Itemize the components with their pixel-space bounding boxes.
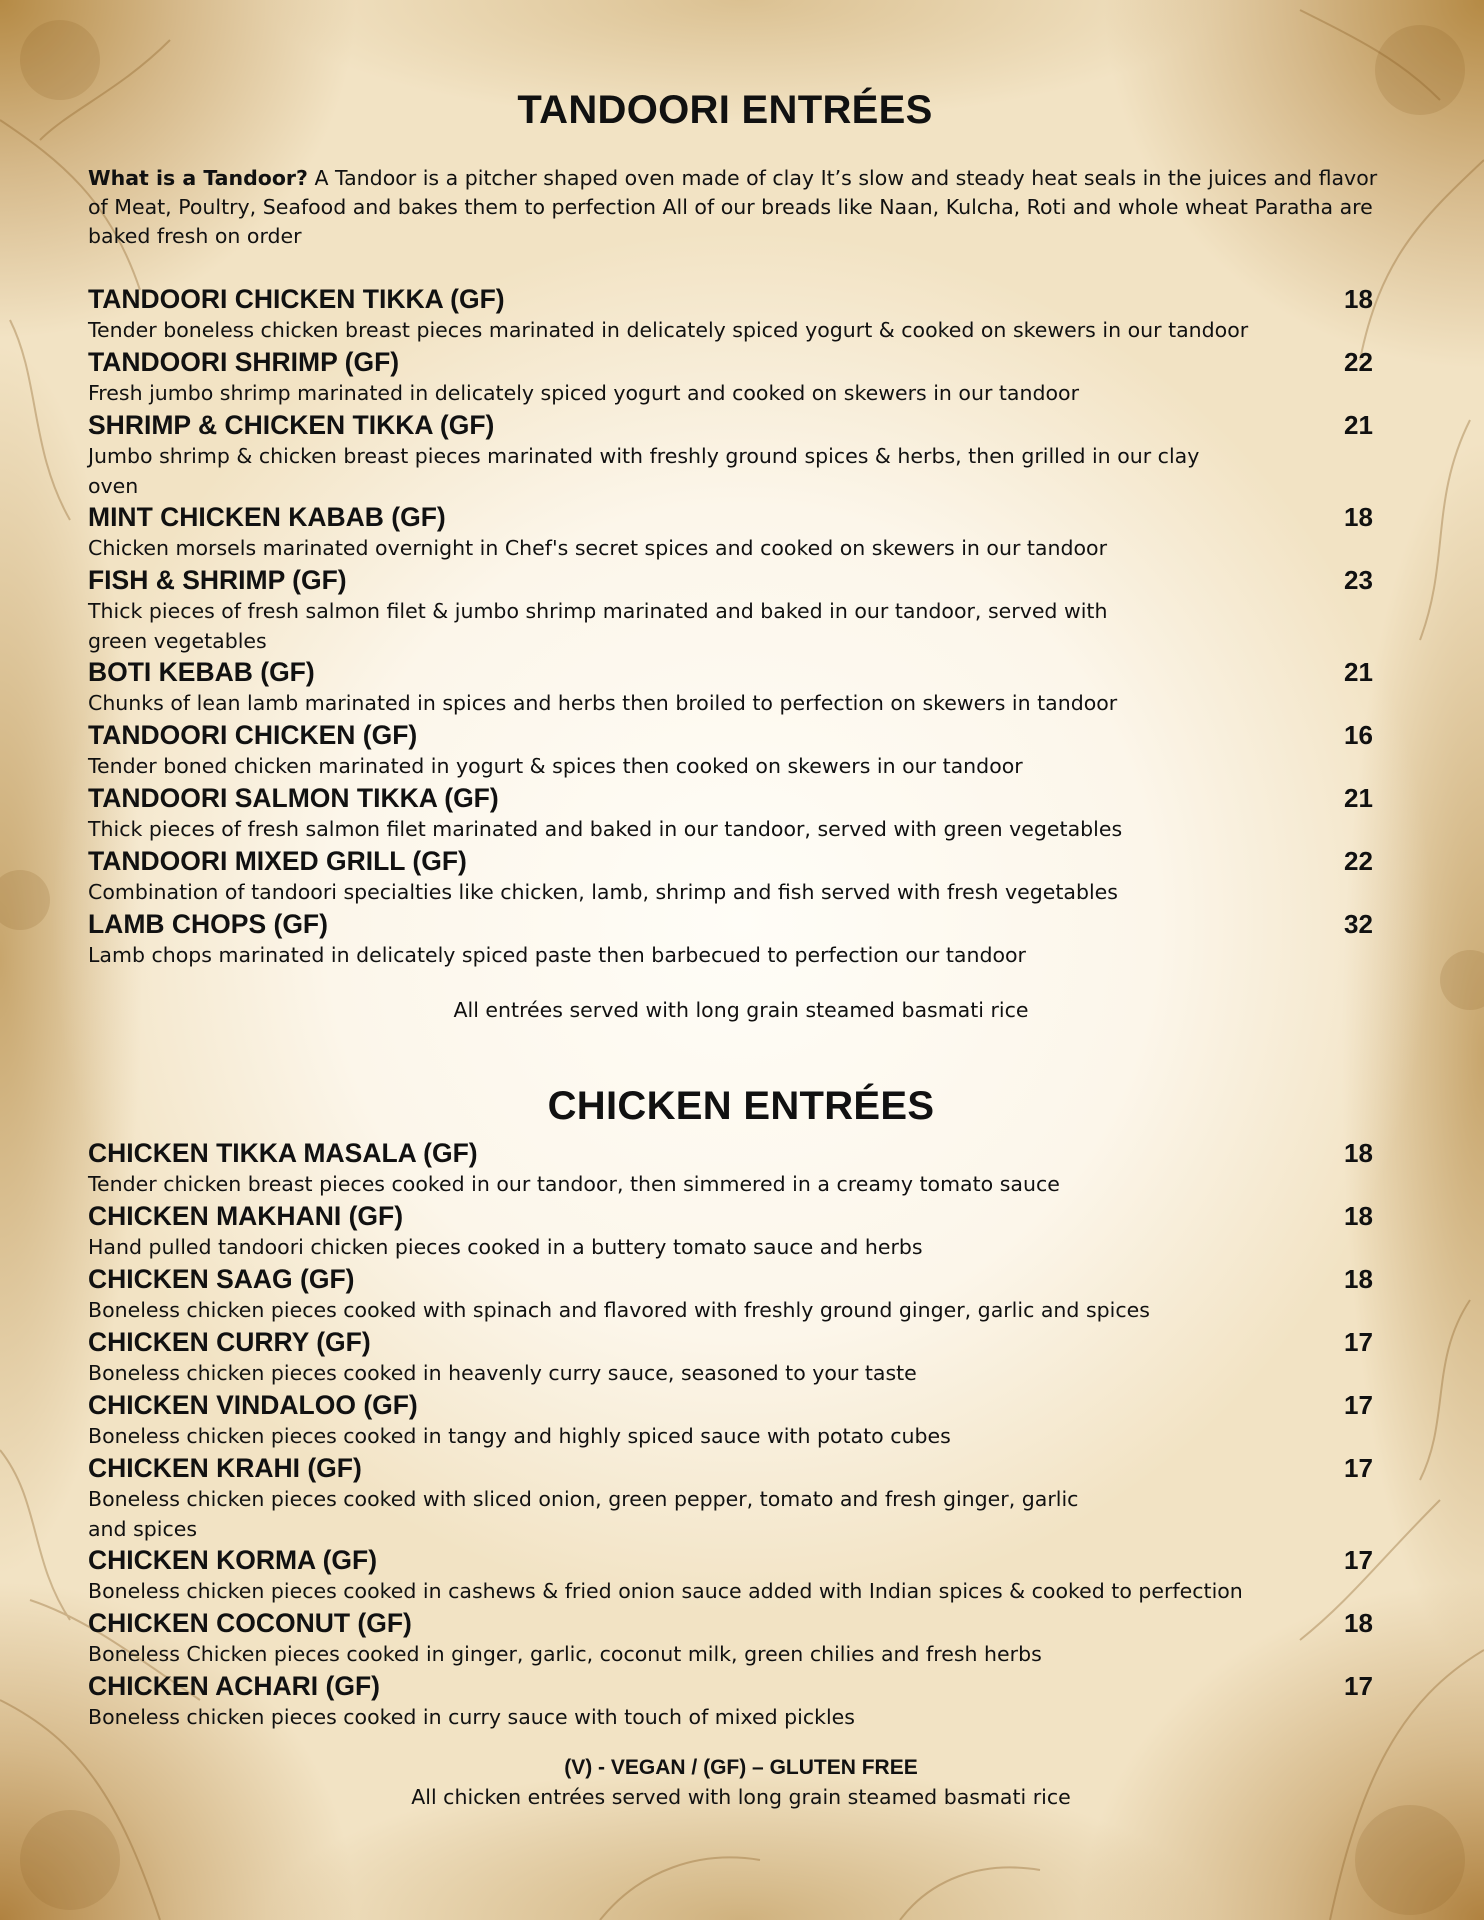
menu-item-price: 17 (1344, 1327, 1373, 1357)
menu-item-name: TANDOORI SHRIMP (GF) (88, 347, 400, 377)
menu-item-description: Boneless chicken pieces cooked in curry sauce with touch of mixed pickles (88, 1705, 855, 1729)
menu-item (88, 409, 1384, 501)
menu-item-name: CHICKEN VINDALOO (GF) (88, 1390, 418, 1420)
menu-item-name: MINT CHICKEN KABAB (GF) (88, 502, 446, 532)
menu-item-description: Boneless chicken pieces cooked with sliced onion, green pepper, tomato and fresh ginger, garlic and spices (88, 1487, 1079, 1541)
menu-item-name: CHICKEN SAAG (GF) (88, 1264, 355, 1294)
menu-item-price: 18 (1344, 1264, 1373, 1294)
menu-item-price: 17 (1344, 1671, 1373, 1701)
menu-item-price: 21 (1344, 410, 1373, 440)
menu-item (88, 1200, 1384, 1263)
menu-item-price: 18 (1344, 1138, 1373, 1168)
menu-item-name: FISH & SHRIMP (GF) (88, 565, 347, 595)
tandoori-rice-note: All entrées served with long grain steamed basmati rice (453, 998, 1029, 1022)
dietary-legend: (V) - VEGAN / (GF) – GLUTEN FREE (564, 1756, 918, 1779)
menu-item-description: Boneless Chicken pieces cooked in ginger, garlic, coconut milk, green chilies and fresh herbs (88, 1642, 1042, 1666)
tandoori-section-title: TANDOORI ENTRÉES (517, 88, 933, 132)
menu-item-description: Chicken morsels marinated overnight in Chef's secret spices and cooked on skewers in our tandoor (88, 536, 1108, 560)
menu-item-price: 17 (1344, 1390, 1373, 1420)
menu-item (88, 501, 1384, 564)
menu-item-name: TANDOORI MIXED GRILL (GF) (88, 846, 467, 876)
menu-item-description: Jumbo shrimp & chicken breast pieces marinated with freshly ground spices & herbs, then grilled in our clay oven (88, 444, 1200, 498)
menu-item-price: 23 (1344, 565, 1373, 595)
menu-item-price: 18 (1344, 502, 1373, 532)
menu-item-price: 16 (1344, 720, 1373, 750)
tandoor-intro (88, 164, 1384, 251)
menu-item-price: 18 (1344, 1608, 1373, 1638)
menu-item-price: 22 (1344, 347, 1373, 377)
menu-item (88, 845, 1384, 908)
menu-item-price: 17 (1344, 1453, 1373, 1483)
menu-item-description: Thick pieces of fresh salmon filet marinated and baked in our tandoor, served with green vegetables (88, 817, 1123, 841)
menu-item (88, 1670, 1384, 1733)
menu-item-description: Fresh jumbo shrimp marinated in delicately spiced yogurt and cooked on skewers in our tandoor (88, 381, 1080, 405)
menu-item (88, 1263, 1384, 1326)
menu-item-description: Boneless chicken pieces cooked in tangy and highly spiced sauce with potato cubes (88, 1424, 951, 1448)
chicken-menu-list (88, 1137, 1384, 1733)
menu-item (88, 719, 1384, 782)
menu-item-name: SHRIMP & CHICKEN TIKKA (GF) (88, 410, 495, 440)
menu-item-name: CHICKEN MAKHANI (GF) (88, 1201, 404, 1231)
menu-item-description: Boneless chicken pieces cooked with spinach and flavored with freshly ground ginger, garlic and spices (88, 1298, 1150, 1322)
menu-item (88, 283, 1384, 346)
menu-item-price: 17 (1344, 1545, 1373, 1575)
menu-item-description: Tender boned chicken marinated in yogurt & spices then cooked on skewers in our tandoor (88, 754, 1023, 778)
menu-item-name: CHICKEN KRAHI (GF) (88, 1453, 362, 1483)
menu-item-description: Tender boneless chicken breast pieces marinated in delicately spiced yogurt & cooked on skewers in our tandoor (88, 318, 1249, 342)
menu-item (88, 1389, 1384, 1452)
menu-item-name: CHICKEN COCONUT (GF) (88, 1608, 412, 1638)
menu-item-name: CHICKEN KORMA (GF) (88, 1545, 378, 1575)
menu-item-description: Hand pulled tandoori chicken pieces cooked in a buttery tomato sauce and herbs (88, 1235, 923, 1259)
tandoor-intro-text: A Tandoor is a pitcher shaped oven made of clay It’s slow and steady heat seals in the juices and flavor of Meat, Poultry, Seafood and bakes them to perfection All of our breads like Naan, Kulcha, Roti and whole wheat Paratha are baked fresh on order (88, 166, 1378, 248)
menu-item-price: 18 (1344, 284, 1373, 314)
menu-item (88, 1452, 1384, 1544)
chicken-rice-note: All chicken entrées served with long grain steamed basmati rice (411, 1785, 1071, 1809)
menu-item (88, 1137, 1384, 1200)
menu-item-price: 18 (1344, 1201, 1373, 1231)
menu-item-price: 32 (1344, 909, 1373, 939)
menu-item-price: 21 (1344, 783, 1373, 813)
menu-item-description: Boneless chicken pieces cooked in cashews & fried onion sauce added with Indian spices & cooked to perfection (88, 1579, 1243, 1603)
menu-item (88, 908, 1384, 971)
menu-item-name: CHICKEN ACHARI (GF) (88, 1671, 380, 1701)
menu-item-name: TANDOORI SALMON TIKKA (GF) (88, 783, 499, 813)
menu-item-description: Combination of tandoori specialties like chicken, lamb, shrimp and fish served with fresh vegetables (88, 880, 1118, 904)
menu-item-price: 22 (1344, 846, 1373, 876)
menu-item (88, 346, 1384, 409)
menu-item (88, 1326, 1384, 1389)
chicken-section-title: CHICKEN ENTRÉES (547, 1084, 935, 1128)
menu-item-name: LAMB CHOPS (GF) (88, 909, 328, 939)
tandoori-menu-list (88, 283, 1384, 971)
menu-item (88, 564, 1384, 656)
menu-item-name: TANDOORI CHICKEN TIKKA (GF) (88, 284, 505, 314)
menu-item (88, 656, 1384, 719)
menu-item-description: Thick pieces of fresh salmon filet & jumbo shrimp marinated and baked in our tandoor, served with green vegetables (88, 599, 1108, 653)
tandoor-intro-label: What is a Tandoor? (88, 166, 308, 190)
menu-item (88, 1544, 1384, 1607)
menu-item-description: Tender chicken breast pieces cooked in our tandoor, then simmered in a creamy tomato sauce (88, 1172, 1060, 1196)
menu-item-name: CHICKEN TIKKA MASALA (GF) (88, 1138, 478, 1168)
menu-item-description: Chunks of lean lamb marinated in spices and herbs then broiled to perfection on skewers in tandoor (88, 691, 1118, 715)
menu-item-name: CHICKEN CURRY (GF) (88, 1327, 371, 1357)
menu-item (88, 1607, 1384, 1670)
menu-item-price: 21 (1344, 657, 1373, 687)
menu-item-name: BOTI KEBAB (GF) (88, 657, 315, 687)
menu-item-name: TANDOORI CHICKEN (GF) (88, 720, 418, 750)
menu-item-description: Boneless chicken pieces cooked in heavenly curry sauce, seasoned to your taste (88, 1361, 917, 1385)
menu-item (88, 782, 1384, 845)
menu-item-description: Lamb chops marinated in delicately spiced paste then barbecued to perfection our tandoor (88, 943, 1026, 967)
